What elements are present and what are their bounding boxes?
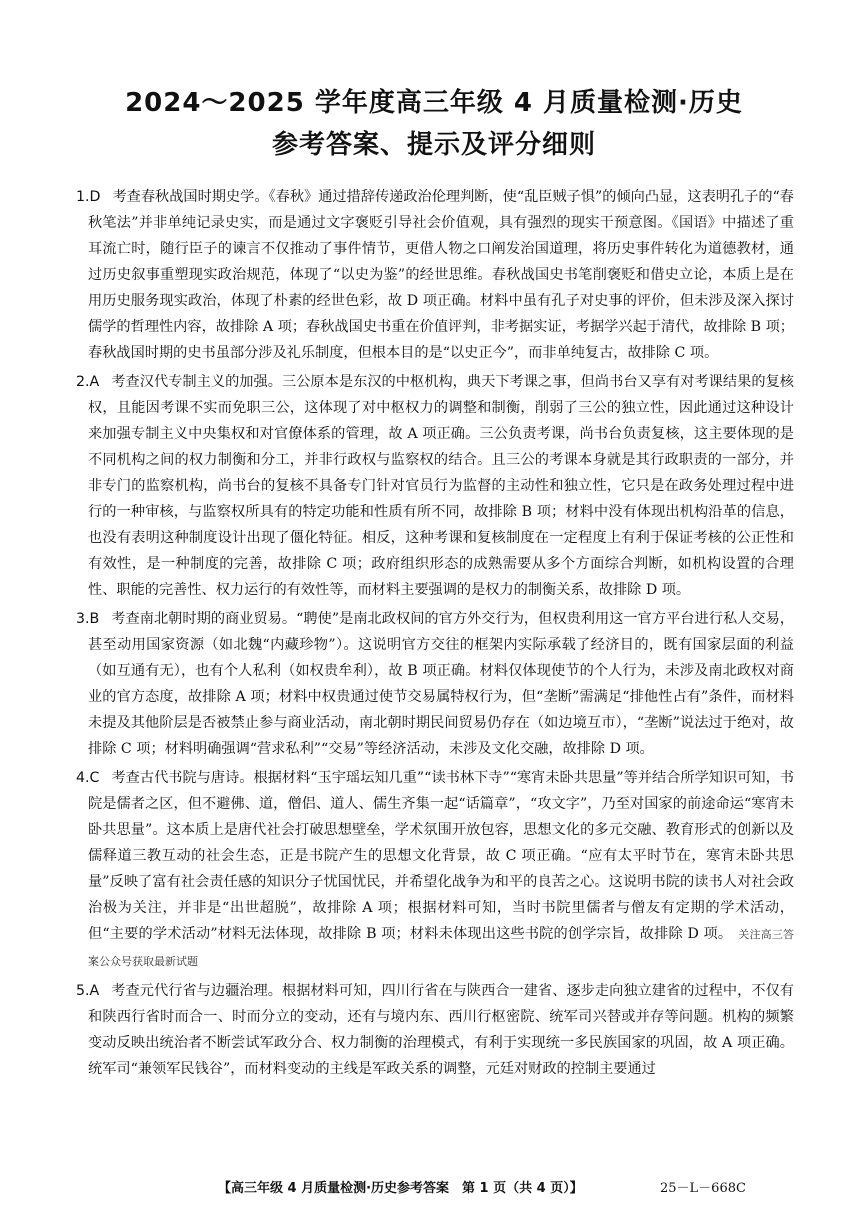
answer-letter: B <box>89 611 100 627</box>
document-subtitle: 参考答案、提示及评分细则 <box>271 130 596 160</box>
answer-letter: C <box>89 770 100 786</box>
question-number: 5. <box>76 983 90 999</box>
explanation-text: 考查南北朝时期的商业贸易。“聘使”是南北政权间的官方外交行为，但权贵利用这一官方平台进行私人交易，甚至动用国家资源（如北魏“内藏珍物”）。这说明官方交往的框架内实际承载了经济目的，既有国家层面的利益（如互通有无），也有个人私利（如权贵牟利），故 B 项正确。材料仅体现使节的个人行为，未涉及南北政权对商业的官方态度，故排除 A 项；材料中权贵通过使节交易属特权行为，但“垄断”需满足“排他性占有”条件，而材料未提及其他阶层是否被禁止参与商业活动，南北朝时期民间贸易仍存在（如边境互市），“垄断”说法过于绝对，故排除 C 项；材料明确强调“营求私利”“交易”等经济活动，未涉及文化交融，故排除 D 项。 <box>88 611 794 757</box>
footer-code: 25－L－668C <box>660 1181 746 1196</box>
answer-item-2 <box>76 369 794 603</box>
answer-item-3 <box>76 606 794 762</box>
question-number: 4. <box>76 770 90 786</box>
answer-item-5 <box>76 978 794 1082</box>
answer-letter: A <box>89 983 100 999</box>
explanation-text: 考查汉代专制主义的加强。三公原本是东汉的中枢机构，典天下考课之事，但尚书台又享有对考课结果的复核权，且能因考课不实而免职三公，这体现了对中枢权力的调整和制衡，削弱了三公的独立性，因此通过这种设计来加强专制主义中央集权和对官僚体系的管理，故 A 项正确。三公负责考课，尚书台负责复核，这主要体现的是不同机构之间的权力制衡和分工，并非行政权与监察权的结合。且三公的考课本身就是其行政职责的一部分，并非专门的监察机构，尚书台的复核不具备专门针对官员行为监督的主动性和独立性，它只是在政务处理过程中进行的一种审核，与监察权所具有的特定功能和性质有所不同，故排除 B 项；材料中没有体现出机构沿革的信息，也没有表明这种制度设计出现了僵化特征。相反，这种考课和复核制度在一定程度上有利于保证考核的公正性和有效性，是一种制度的完善，故排除 C 项；政府组织形态的成熟需要从多个方面综合判断，如机构设置的合理性、职能的完善性、权力运行的有效性等，而材料主要强调的是权力的制衡关系，故排除 D 项。 <box>88 374 794 598</box>
answer-letter: D <box>89 189 101 205</box>
explanation-text: 考查古代书院与唐诗。根据材料“玉宇瑶坛知几重”“读书林下寺”“寒宵未卧共思量”等并结合所学知识可知，书院是儒者之区，但不避佛、道，僧侣、道人、儒生齐集一起“话篇章”，“攻文字”，乃至对国家的前途命运“寒宵未卧共思量”。这本质上是唐代社会打破思想壁垒，学术氛围开放包容，思想文化的多元交融、教育形式的创新以及儒释道三教互动的社会生态，正是书院产生的思想文化背景，故 C 项正确。“应有太平时节在，寒宵未卧共思量”反映了富有社会责任感的知识分子忧国忧民，并希望化战争为和平的良苦之心。这说明书院的读书人对社会政治极为关注，并非是“出世超脱”，故排除 A 项；根据材料可知，当时书院里儒者与僧友有定期的学术活动，但“主要的学术活动”材料无法体现，故排除 B 项；材料未体现出这些书院的创学宗旨，故排除 D 项。 <box>88 770 794 942</box>
answer-letter: A <box>89 374 100 390</box>
explanation-text: 考查元代行省与边疆治理。根据材料可知，四川行省在与陕西合一建省、逐步走向独立建省的过程中，不仅有和陕西行省时而合一、时而分立的变动，还有与境内东、西川行枢密院、统军司兴替或并存等问题。机构的频繁变动反映出统治者不断尝试军政分合、权力制衡的治理模式，有利于实现统一多民族国家的巩固，故 A 项正确。统军司“兼领军民钱谷”，而材料变动的主线是军政关系的调整，元廷对财政的控制主要通过 <box>88 983 794 1077</box>
explanation-text: 考查春秋战国时期史学。《春秋》通过措辞传递政治伦理判断，使“乱臣贼子惧”的倾向凸显，这表明孔子的“春秋笔法”并非单纯记录史实，而是通过文字褒贬引导社会价值观，具有强烈的现实干预意图。《国语》中描述了重耳流亡时，随行臣子的谏言不仅推动了事件情节，更借人物之口阐发治国道理，将历史事件转化为道德教材，通过历史叙事重塑现实政治规范，体现了“以史为鉴”的经世思维。春秋战国史书笔削褒贬和借史立论，本质上是在用历史服务现实政治，体现了朴素的经世色彩，故 D 项正确。材料中虽有孔子对史事的评价，但未涉及深入探讨儒学的哲理性内容，故排除 A 项；春秋战国史书重在价值评判，非考据实证，考据学兴起于清代，故排除 B 项；春秋战国时期的史书虽部分涉及礼乐制度，但根本目的是“以史正今”，而非单纯复古，故排除 C 项。 <box>88 189 794 361</box>
question-number: 1. <box>76 189 90 205</box>
question-number: 2. <box>76 374 90 390</box>
document-title: 2024～2025 学年度高三年级 4 月质量检测·历史 <box>125 88 743 118</box>
answer-list <box>76 184 794 1085</box>
answer-item-4 <box>76 765 794 975</box>
watermark-note: 关注高三答案公众号获取最新试题 <box>88 928 794 968</box>
answer-item-1 <box>76 184 794 366</box>
footer-page-info: 【高三年级 4 月质量检测·历史参考答案 第 1 页（共 4 页）】 <box>218 1181 583 1196</box>
question-number: 3. <box>76 611 90 627</box>
